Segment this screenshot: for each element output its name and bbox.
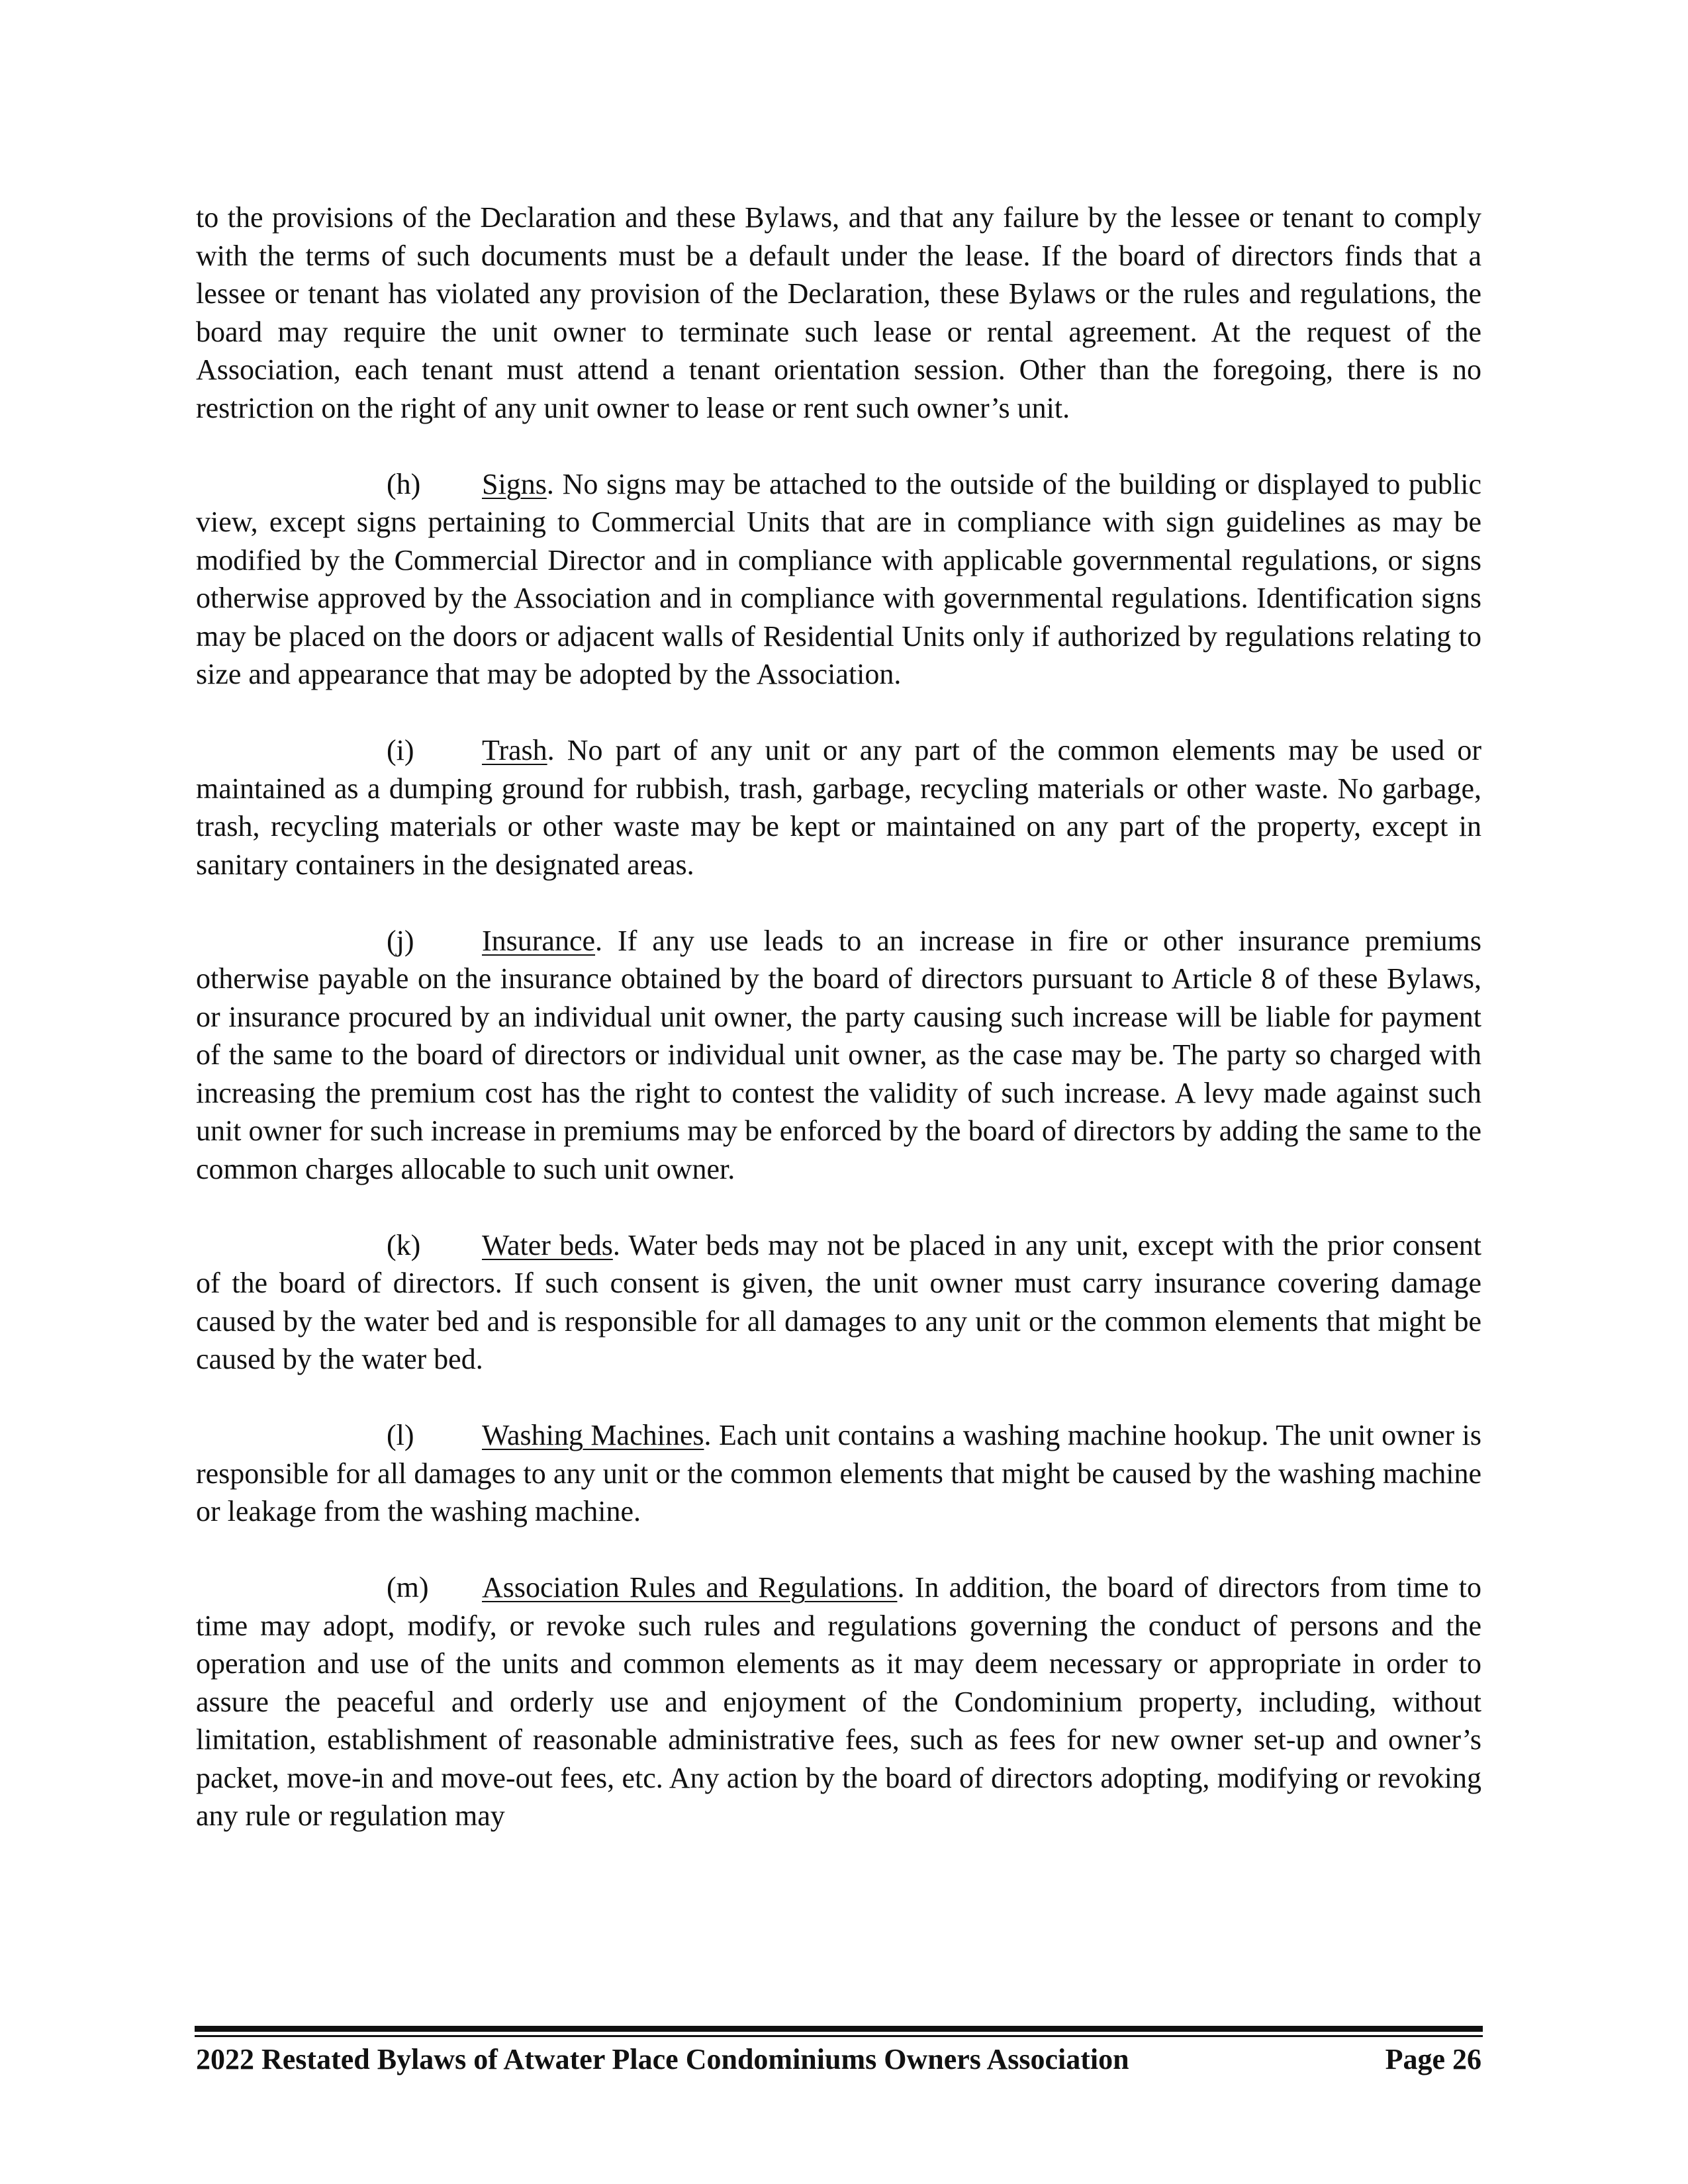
section-heading: Water beds <box>482 1228 613 1261</box>
page-footer <box>196 2040 1481 2079</box>
section-label: (m) <box>387 1571 429 1604</box>
footer-divider-thin <box>195 2035 1483 2037</box>
section-text: . Each unit contains a washing machine hookup. The unit owner is responsible for all damages to any unit or the common elements that might be caused by the washing machine or leakage from the washing machine. <box>196 1419 1481 1527</box>
section-label: (h) <box>387 467 421 500</box>
section-label: (i) <box>387 734 414 766</box>
section-text: . In addition, the board of directors from time to time may adopt, modify, or revoke such rules and regulations governing the conduct of persons and the operation and use of the units and common elements as it may deem necessary or appropriate in order to assure the peaceful and orderly use and enjoyment of the Condominium property, including, without limitation, establishment of reasonable administrative fees, such as fees for new owner set-up and owner’s packet, move-in and move-out fees, etc. Any action by the board of directors adopting, modifying or revoking any rule or regulation may <box>196 1571 1481 1832</box>
section-heading: Association Rules and Regulations <box>482 1571 898 1604</box>
section-l-washing-machines <box>196 1416 1481 1531</box>
section-heading: Trash <box>482 734 547 766</box>
section-text: . No signs may be attached to the outside of the building or displayed to public view, except signs pertaining to Commercial Units that are in compliance with sign guidelines as may be modified by the Commercial Director and in compliance with applicable governmental regulations, or signs otherwise approved by the Association and in compliance with governmental regulations. Identification signs may be placed on the doors or adjacent walls of Residential Units only if authorized by regulations relating to size and appearance that may be adopted by the Association. <box>196 467 1481 690</box>
section-text: . Water beds may not be placed in any unit, except with the prior consent of the board of directors. If such consent is given, the unit owner must carry insurance covering damage caused by the water bed and is responsible for all damages to any unit or the common elements that might be caused by the water bed. <box>196 1228 1481 1375</box>
section-heading: Insurance <box>482 924 596 957</box>
section-j-insurance <box>196 922 1481 1189</box>
section-text: . If any use leads to an increase in fire or other insurance premiums otherwise payable on the insurance obtained by the board of directors pursuant to Article 8 of these Bylaws, or insurance procured by an individual unit owner, the party causing such increase will be liable for payment of the same to the board of directors or individual unit owner, as the case may be. The party so charged with increasing the premium cost has the right to contest the validity of such increase. A levy made against such unit owner for such increase in premiums may be enforced by the board of directors by adding the same to the common charges allocable to such unit owner. <box>196 924 1481 1185</box>
page-number: Page 26 <box>1385 2043 1481 2075</box>
section-label: (j) <box>387 924 414 957</box>
document-body <box>196 199 1481 1873</box>
section-text: . No part of any unit or any part of the common elements may be used or maintained as a dumping ground for rubbish, trash, garbage, recycling materials or other waste. No garbage, trash, recycling materials or other waste may be kept or maintained on any part of the property, except in sanitary containers in the designated areas. <box>196 734 1481 881</box>
section-label: (k) <box>387 1228 421 1261</box>
section-m-rules-and-regulations <box>196 1569 1481 1835</box>
intro-paragraph <box>196 199 1481 427</box>
section-h-signs <box>196 465 1481 694</box>
footer-divider-thick <box>195 2026 1483 2032</box>
footer-title: 2022 Restated Bylaws of Atwater Place Condominiums Owners Association <box>196 2043 1129 2075</box>
section-k-water-beds <box>196 1226 1481 1379</box>
intro-text: to the provisions of the Declaration and these Bylaws, and that any failure by the lessee or tenant to comply with the terms of such documents must be a default under the lease. If the board of directors finds that a lessee or tenant has violated any provision of the Declaration, these Bylaws or the rules and regulations, the board may require the unit owner to terminate such lease or rental agreement. At the request of the Association, each tenant must attend a tenant orientation session. Other than the foregoing, there is no restriction on the right of any unit owner to lease or rent such owner’s unit. <box>196 201 1481 424</box>
section-i-trash <box>196 731 1481 884</box>
section-heading: Signs <box>482 467 547 500</box>
section-heading: Washing Machines <box>482 1419 704 1451</box>
section-label: (l) <box>387 1419 414 1451</box>
